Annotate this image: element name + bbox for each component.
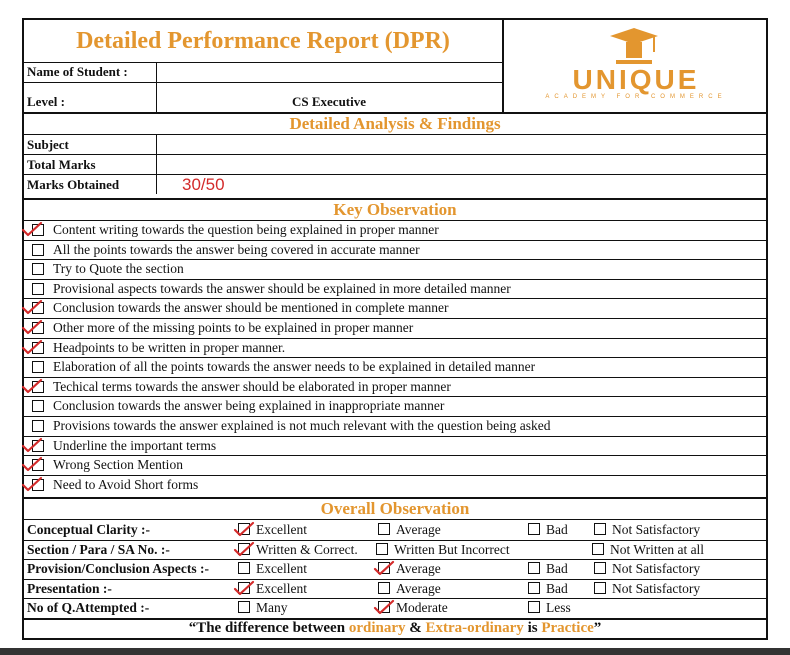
subject-label: Subject xyxy=(27,137,69,152)
marks-obtained-label: Marks Obtained xyxy=(27,177,120,192)
rating-option-label: Excellent xyxy=(256,522,307,537)
subject-row xyxy=(24,135,766,155)
level-label: Level : xyxy=(27,94,65,109)
rating-option-label: Many xyxy=(256,600,288,616)
check-mark-icon xyxy=(232,540,256,558)
observation-text: Conclusion towards the answer should be mentioned in complete manner xyxy=(53,300,449,316)
checkbox-icon[interactable] xyxy=(528,601,540,613)
total-marks-row xyxy=(24,155,766,175)
observation-item xyxy=(24,416,766,437)
level-row xyxy=(24,82,502,112)
dpr-sheet xyxy=(22,18,768,640)
overall-row-label: Presentation :- xyxy=(27,580,112,596)
marks-obtained-value: 30/50 xyxy=(182,175,225,194)
overall-row xyxy=(24,520,766,541)
observation-text: Wrong Section Mention xyxy=(53,457,183,473)
rating-option-label: Average xyxy=(396,580,441,596)
observation-item xyxy=(24,259,766,280)
overall-row xyxy=(24,598,766,619)
observation-text: Techical terms towards the answer should be elaborated in proper manner xyxy=(53,378,451,394)
observation-item xyxy=(24,318,766,339)
observation-item xyxy=(24,357,766,378)
rating-option-label: Average xyxy=(396,561,441,577)
overall-row-label: Section / Para / SA No. :- xyxy=(27,541,170,557)
rating-option-label: Not Written at all xyxy=(610,541,705,557)
observation-text: Other more of the missing points to be explained in proper manner xyxy=(53,320,414,335)
rating-option-label: Bad xyxy=(546,580,568,596)
observation-text: Provisions towards the answer explained is not much relevant with the question being asked xyxy=(53,418,551,433)
observation-item xyxy=(24,475,766,495)
rating-option[interactable] xyxy=(594,561,700,577)
observation-text: Provisional aspects towards the answer should be explained in more detailed manner xyxy=(53,280,511,296)
observation-item xyxy=(24,338,766,359)
rating-option-label: Less xyxy=(546,600,571,616)
observation-item xyxy=(24,279,766,300)
report-title: Detailed Performance Report (DPR) xyxy=(24,20,502,63)
checkbox-icon[interactable] xyxy=(238,562,250,574)
name-row xyxy=(24,62,502,83)
observation-text: Try to Quote the section xyxy=(53,261,184,277)
rating-option[interactable] xyxy=(592,542,704,558)
rating-option-label: Excellent xyxy=(256,580,307,596)
rating-option-label: Not Satisfactory xyxy=(612,561,701,577)
checkbox-icon[interactable] xyxy=(378,582,390,594)
name-label: Name of Student : xyxy=(27,64,128,79)
observation-item xyxy=(24,240,766,261)
observation-item xyxy=(24,220,766,241)
rating-option-label: Written But Incorrect xyxy=(394,541,510,557)
check-mark-icon xyxy=(20,436,44,454)
rating-option[interactable] xyxy=(528,522,568,538)
check-mark-icon xyxy=(232,579,256,597)
check-mark-icon xyxy=(20,298,44,316)
checkbox-icon[interactable] xyxy=(528,523,540,535)
quote-word-practice: Practice xyxy=(541,620,594,636)
observation-text: Headpoints to be written in proper manner. xyxy=(53,339,286,355)
rating-option-label: Excellent xyxy=(256,561,307,577)
rating-option-label: Bad xyxy=(546,522,568,537)
observation-item xyxy=(24,298,766,319)
quote-word-extraordinary: Extra-ordinary xyxy=(425,620,524,636)
checkbox-icon[interactable] xyxy=(528,582,540,594)
observation-item xyxy=(24,436,766,457)
level-value: CS Executive xyxy=(291,94,367,109)
checkbox-icon[interactable] xyxy=(238,601,250,613)
rating-option[interactable] xyxy=(594,522,700,538)
observation-text: All the points towards the answer being covered in accurate manner xyxy=(53,241,420,257)
observation-item xyxy=(24,455,766,476)
rating-option-label: Average xyxy=(396,522,441,537)
observation-item xyxy=(24,377,766,398)
overall-row-label: No of Q.Attempted :- xyxy=(27,600,150,616)
rating-option-label: Written & Correct. xyxy=(256,541,358,557)
checkbox-icon[interactable] xyxy=(32,361,44,373)
analysis-title: Detailed Analysis & Findings xyxy=(24,112,766,135)
check-mark-icon xyxy=(20,220,44,238)
checkbox-icon[interactable] xyxy=(592,543,604,555)
check-mark-icon xyxy=(20,338,44,356)
overall-row-label: Provision/Conclusion Aspects :- xyxy=(27,561,210,577)
overall-row xyxy=(24,559,766,580)
observation-item xyxy=(24,396,766,417)
graduation-cap-icon xyxy=(604,26,664,66)
rating-option[interactable] xyxy=(594,581,700,597)
rating-option-label: Not Satisfactory xyxy=(612,580,701,596)
checkbox-icon[interactable] xyxy=(528,562,540,574)
checkbox-icon[interactable] xyxy=(32,244,44,256)
checkbox-icon[interactable] xyxy=(32,263,44,275)
rating-option[interactable] xyxy=(238,600,288,616)
checkbox-icon[interactable] xyxy=(376,543,388,555)
check-mark-icon xyxy=(20,377,44,395)
observation-text: Content writing towards the question being explained in proper manner xyxy=(53,222,439,237)
logo-block xyxy=(502,20,768,112)
checkbox-icon[interactable] xyxy=(594,582,606,594)
checkbox-icon[interactable] xyxy=(32,283,44,295)
checkbox-icon[interactable] xyxy=(378,523,390,535)
bottom-bar xyxy=(0,648,790,655)
check-mark-icon xyxy=(20,475,44,493)
check-mark-icon xyxy=(20,455,44,473)
checkbox-icon[interactable] xyxy=(594,523,606,535)
observation-text: Elaboration of all the points towards the answer needs to be explained in detailed manner xyxy=(53,359,536,375)
checkbox-icon[interactable] xyxy=(32,420,44,432)
rating-option[interactable] xyxy=(528,581,568,597)
overall-row xyxy=(24,540,766,561)
checkbox-icon[interactable] xyxy=(32,400,44,412)
checkbox-icon[interactable] xyxy=(594,562,606,574)
total-marks-label: Total Marks xyxy=(27,157,96,172)
rating-option[interactable] xyxy=(238,561,307,577)
header-block xyxy=(24,20,502,112)
rating-option-label: Not Satisfactory xyxy=(612,522,701,537)
observation-text: Conclusion towards the answer being explained in inappropriate manner xyxy=(53,398,445,414)
rating-option[interactable] xyxy=(528,561,568,577)
overall-row-label: Conceptual Clarity :- xyxy=(27,522,150,537)
rating-option[interactable] xyxy=(378,581,441,597)
rating-option[interactable] xyxy=(528,600,571,616)
observation-text: Need to Avoid Short forms xyxy=(53,476,199,492)
rating-option-label: Moderate xyxy=(396,600,448,616)
rating-option[interactable] xyxy=(378,522,441,538)
footer-quote: “The difference between ordinary & Extra-ordinary is Practice” xyxy=(24,619,766,640)
logo-brand: UNIQUE xyxy=(572,64,700,95)
rating-option[interactable] xyxy=(376,542,510,558)
observation-text: Underline the important terms xyxy=(53,437,217,453)
check-mark-icon xyxy=(372,559,396,577)
key-observation-title: Key Observation xyxy=(24,198,766,221)
marks-obtained-row xyxy=(24,175,766,194)
rating-option-label: Bad xyxy=(546,561,568,577)
check-mark-icon xyxy=(372,598,396,616)
quote-word-ordinary: ordinary xyxy=(348,620,406,636)
logo-tagline: ACADEMY FOR COMMERCE xyxy=(545,94,727,100)
overall-observation-title: Overall Observation xyxy=(24,497,766,520)
check-mark-icon xyxy=(20,318,44,336)
check-mark-icon xyxy=(232,520,256,538)
overall-row xyxy=(24,579,766,600)
